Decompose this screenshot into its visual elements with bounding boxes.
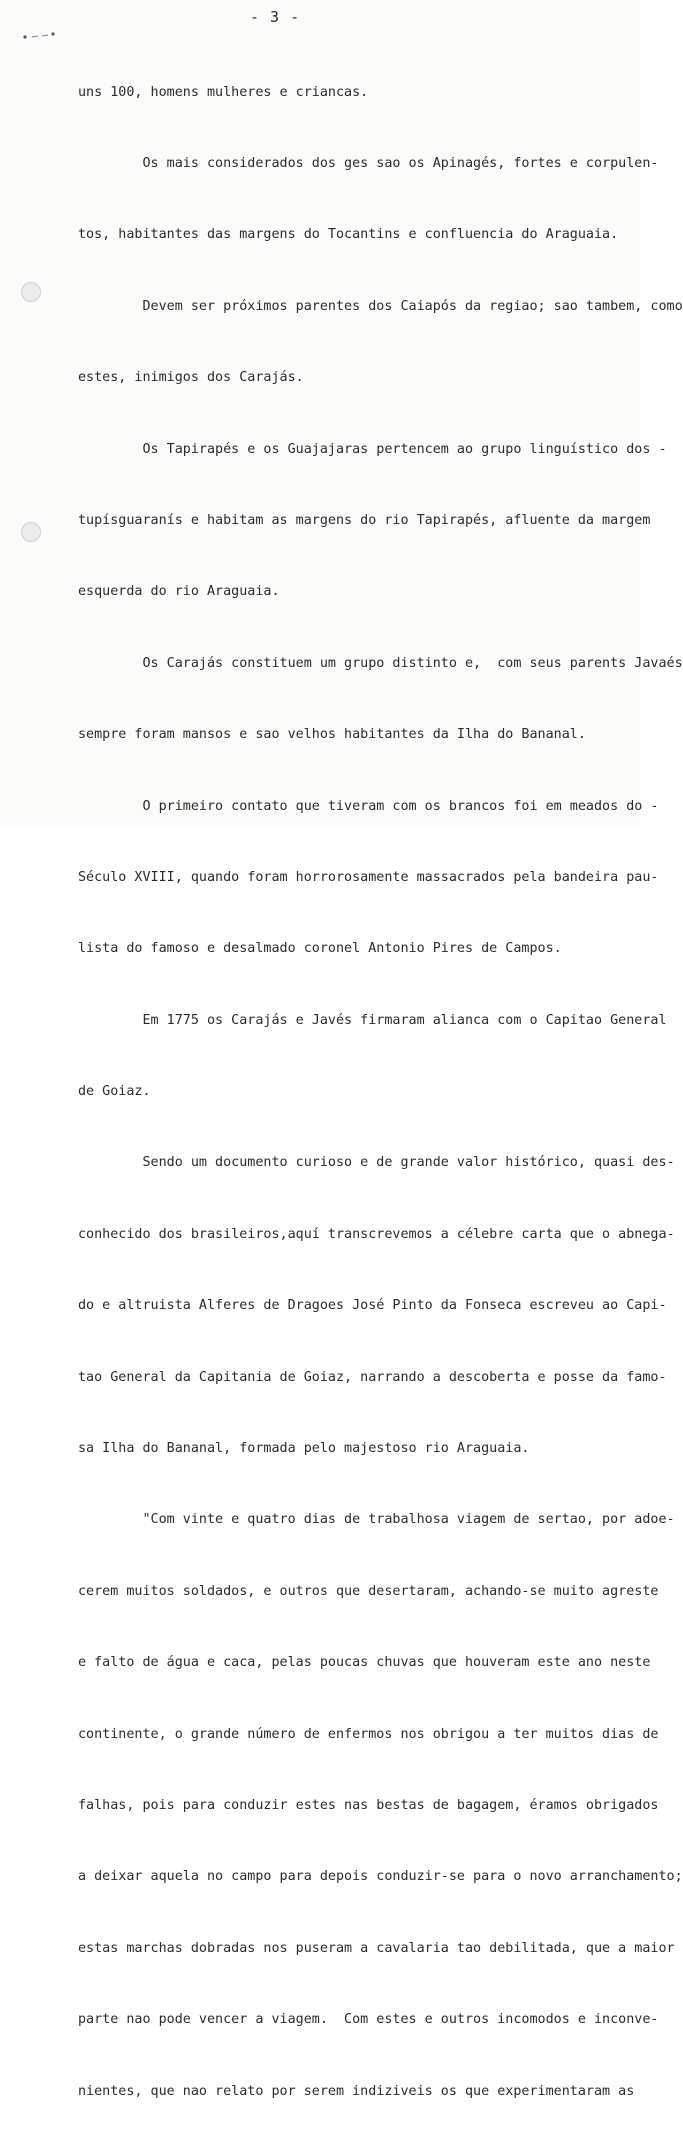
text-line: Os Carajás constituem um grupo distinto e, com seus parents Javaés: [78, 655, 683, 671]
text-line: Sendo um documento curioso e de grande valor histórico, quasi des-: [78, 1155, 675, 1171]
text-line: Os Tapirapés e os Guajajaras pertencem ao grupo linguístico dos -: [78, 441, 667, 457]
text-line: esquerda do rio Araguaia.: [78, 584, 280, 600]
text-line: estes, inimigos dos Carajás.: [78, 370, 304, 386]
text-line: estas marchas dobradas nos puseram a cavalaria tao debilitada, que a maior: [78, 1940, 675, 1956]
text-line: a deixar aquela no campo para depois conduzir-se para o novo arranchamento;: [78, 1869, 683, 1885]
text-line: Os mais considerados dos ges sao os Apinagés, fortes e corpulen-: [78, 155, 659, 171]
text-line: conhecido dos brasileiros,aquí transcrevemos a célebre carta que o abnega-: [78, 1226, 675, 1242]
body-text: [78, 33, 683, 2151]
text-line: falhas, pois para conduzir estes nas bestas de bagagem, éramos obrigados: [78, 1797, 659, 1813]
text-line: tos, habitantes das margens do Tocantins e confluencia do Araguaia.: [78, 227, 619, 243]
text-line: Devem ser próximos parentes dos Caiapós da regiao; sao tambem, como: [78, 298, 683, 314]
text-line: lista do famoso e desalmado coronel Antonio Pires de Campos.: [78, 941, 562, 957]
text-line: nientes, que nao relato por serem indiziveis os que experimentaram as: [78, 2083, 635, 2099]
text-line: "Com vinte e quatro dias de trabalhosa viagem de sertao, por adoe-: [78, 1512, 675, 1528]
text-line: de Goiaz.: [78, 1084, 151, 1100]
page-number: - 3 -: [250, 8, 301, 26]
text-line: cerem muitos soldados, e outros que desertaram, achando-se muito agreste: [78, 1583, 659, 1599]
text-line: sa Ilha do Bananal, formada pelo majestoso rio Araguaia.: [78, 1441, 530, 1457]
text-line: do e altruista Alferes de Dragoes José Pinto da Fonseca escreveu ao Capi-: [78, 1298, 667, 1314]
ink-mark: [22, 26, 62, 36]
text-line: continente, o grande número de enfermos nos obrigou a ter muitos dias de: [78, 1726, 659, 1742]
text-line: tao General da Capitania de Goiaz, narrando a descoberta e posse da famo-: [78, 1369, 667, 1385]
text-line: e falto de água e caca, pelas poucas chuvas que houveram este ano neste: [78, 1655, 651, 1671]
text-line: Século XVIII, quando foram horrorosamente massacrados pela bandeira pau-: [78, 869, 659, 885]
text-line: tupísguaranís e habitam as margens do rio Tapirapés, afluente da margem: [78, 512, 651, 528]
text-line: O primeiro contato que tiveram com os brancos foi em meados do -: [78, 798, 659, 814]
punch-hole-bottom: [21, 522, 41, 542]
text-line: uns 100, homens mulheres e criancas.: [78, 84, 369, 100]
text-line: Em 1775 os Carajás e Javés firmaram alianca com o Capitao General: [78, 1012, 667, 1028]
text-line: parte nao pode vencer a viagem. Com estes e outros incomodos e inconve-: [78, 2012, 659, 2028]
punch-hole-top: [21, 282, 41, 302]
text-line: sempre foram mansos e sao velhos habitantes da Ilha do Bananal.: [78, 727, 586, 743]
